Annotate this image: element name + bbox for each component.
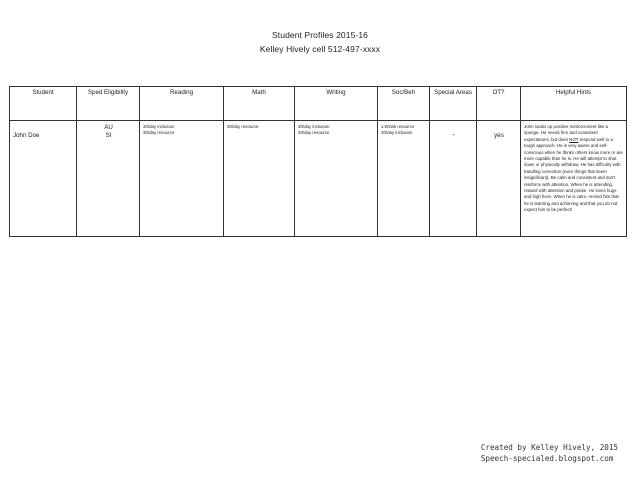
hint-text-after: respond well to a tough approach. He is very aware and self-conscious when he thinks others know more or are more capable than he is. He will attempt to shut down or physically withdraw. He has difficulty with handling correction (even things that seem insignificant). Be calm and consistent and don't reinforce with attention. When he is attending, reward with attention and praise. He loves hugs and high fives. When he is calm, remind him that he is learning and achieving and that you do not expect him to be perfect! [524,136,623,213]
math-line: 30/day resource [227,124,259,129]
page-subtitle: Kelley Hively cell 512-497-xxxx [259,44,381,54]
writing-line: 30/day inclusion [298,124,330,129]
blog-url: Speech-specialed.blogspot.com [480,454,614,463]
page-title: Student Profiles 2015-16 [272,30,368,40]
reading-line: 30/day inclusion [143,124,175,129]
cell-reading [140,121,224,237]
cell-special-areas [430,121,477,237]
cell-sped-eligibility [77,121,140,237]
student-name: John Doe [13,132,40,139]
cell-ot [477,121,521,237]
column-header-writing: Writing [295,87,378,121]
column-header-ot: OT? [477,87,521,121]
eligibility-si: SI [105,132,112,139]
cell-helpful-hints [521,121,627,237]
hint-emphasis: NOT [569,136,579,142]
writing-line: 30/day resource [298,129,330,135]
column-header-math: Math [224,87,295,121]
cell-soc-beh [378,121,430,237]
cell-student [10,121,77,237]
column-header-special-areas: Special Areas [430,87,477,121]
column-header-student: Student [10,87,77,121]
credit-line: Created by Kelley Hively, 2015 [480,443,618,452]
soc-beh-line: 1:00/wk resource [381,124,415,129]
column-header-soc-beh: Soc/Beh [378,87,430,121]
helpful-hints-text [524,124,624,214]
cell-writing [295,121,378,237]
student-profiles-table [9,86,627,237]
table-header-row [10,87,627,121]
reading-line: 30/day resource [143,129,175,135]
hint-text-before: John soaks up positive reinforcement like a sponge. He needs firm and consistent expectations, but does [524,124,608,142]
ot-value: yes [494,132,504,139]
credit-footer [481,442,618,464]
eligibility-au: AU [104,124,113,131]
document-header [0,28,640,56]
column-header-helpful-hints: Helpful Hints [521,87,627,121]
soc-beh-line: 30/day inclusion [381,129,413,135]
column-header-reading: Reading [140,87,224,121]
special-areas-value: - [452,132,455,139]
column-header-sped-eligibility: Sped Eligibility [77,87,140,121]
cell-math [224,121,295,237]
table-row [10,121,627,237]
